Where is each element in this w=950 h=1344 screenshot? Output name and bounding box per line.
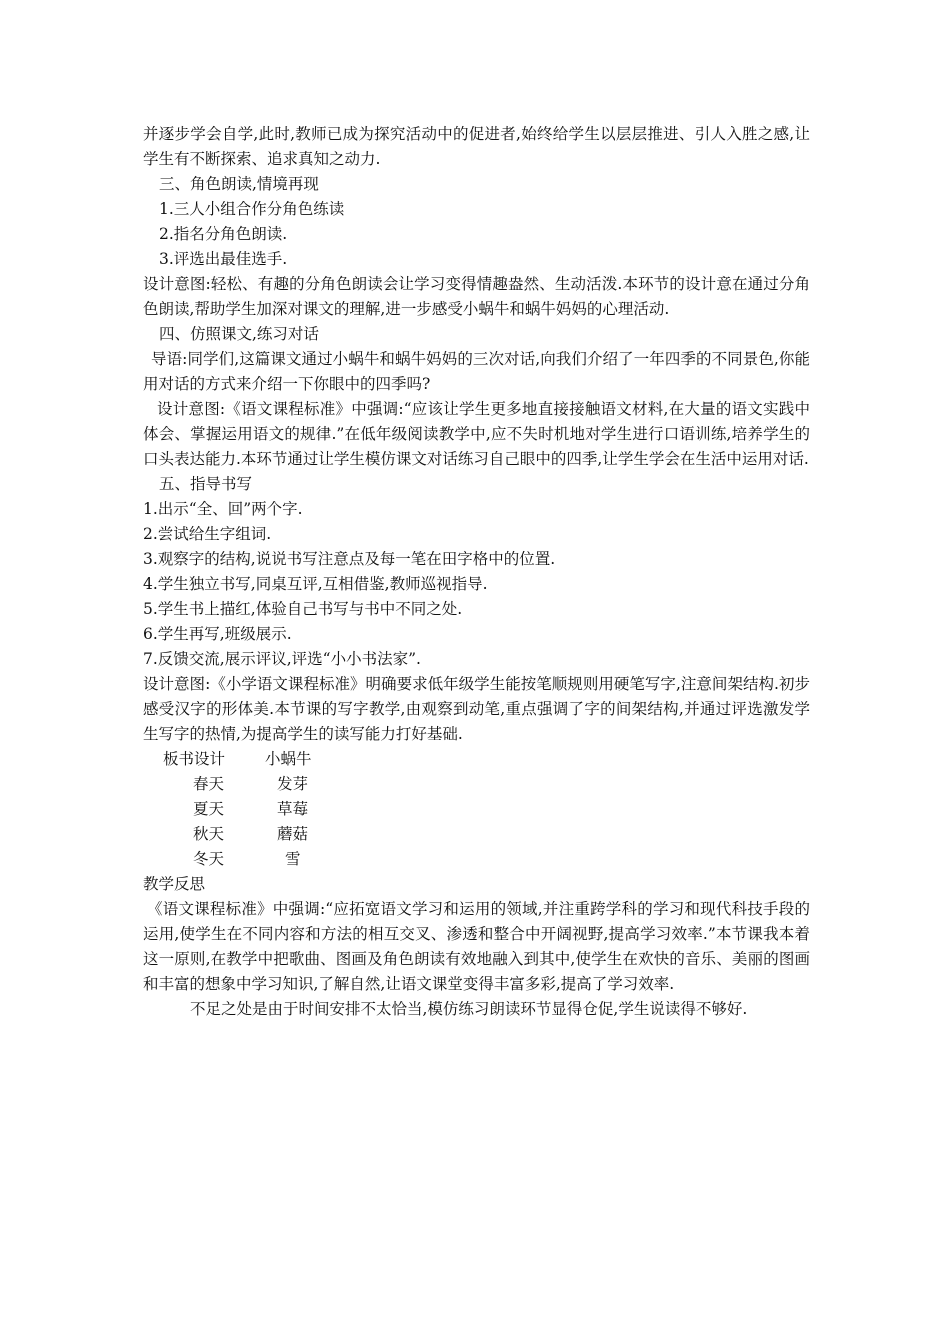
step-3-3: 3.评选出最佳选手. [159, 250, 288, 268]
board-season: 冬天 [193, 850, 225, 868]
board-design-label: 板书设计 [163, 750, 226, 768]
step-5-3: 3.观察字的结构,说说书写注意点及每一笔在田字格中的位置. [143, 550, 556, 568]
board-season: 夏天 [193, 800, 225, 818]
document-body [143, 122, 810, 1022]
reflection-paragraph-1: 《语文课程标准》中强调:“应拓宽语文学习和运用的领域,并注重跨学科的学习和现代科技手段的运用,使学生在不同内容和方法的相互交叉、渗透和整合中开阔视野,提高学习效率.”本节课我本着这一原则,在教学中把歌曲、图画及角色朗读有效地融入到其中,使学生在欢快的音乐、美丽的图画和丰富的想象中学习知识,了解自然,让语文课堂变得丰富多彩,提高了学习效率. [143, 900, 810, 993]
step-5-4: 4.学生独立书写,同桌互评,互相借鉴,教师巡视指导. [143, 575, 488, 593]
board-row [143, 822, 810, 847]
board-item: 蘑菇 [277, 825, 309, 843]
board-design-title: 小蜗牛 [265, 750, 312, 768]
step-5-7: 7.反馈交流,展示评议,评选“小小书法家”. [143, 650, 421, 668]
board-season: 春天 [193, 775, 225, 793]
design-intent-5: 设计意图:《小学语文课程标准》明确要求低年级学生能按笔顺规则用硬笔写字,注意间架结构.初步感受汉字的形体美.本节课的写字教学,由观察到动笔,重点强调了字的间架结构,并通过评选激发学生写字的热情,为提高学生的读写能力打好基础. [143, 675, 810, 743]
reflection-title: 教学反思 [143, 875, 206, 893]
board-season: 秋天 [193, 825, 225, 843]
design-intent-4: 设计意图:《语文课程标准》中强调:“应该让学生更多地直接接触语文材料,在大量的语文实践中体会、掌握运用语文的规律.”在低年级阅读教学中,应不失时机地对学生进行口语训练,培养学生的口头表达能力.本环节通过让学生模仿课文对话练习自己眼中的四季,让学生学会在生活中运用对话. [143, 400, 810, 468]
section-heading-3: 三、角色朗读,情境再现 [159, 175, 319, 193]
step-5-1: 1.出示“全、回”两个字. [143, 500, 303, 518]
board-row [143, 772, 810, 797]
step-5-2: 2.尝试给生字组词. [143, 525, 272, 543]
board-item: 雪 [285, 850, 301, 868]
section-heading-5: 五、指导书写 [159, 475, 253, 493]
reflection-paragraph-2: 不足之处是由于时间安排不太恰当,模仿练习朗读环节显得仓促,学生说读得不够好. [190, 1000, 748, 1018]
paragraph-intro: 并逐步学会自学,此时,教师已成为探究活动中的促进者,始终给学生以层层推进、引人入胜之感,让学生有不断探索、追求真知之动力. [143, 125, 810, 168]
board-row [143, 847, 810, 872]
design-intent-3: 设计意图:轻松、有趣的分角色朗读会让学习变得情趣盎然、生动活泼.本环节的设计意在通过分角色朗读,帮助学生加深对课文的理解,进一步感受小蜗牛和蜗牛妈妈的心理活动. [143, 275, 810, 318]
step-5-5: 5.学生书上描红,体验自己书写与书中不同之处. [143, 600, 463, 618]
section-heading-4: 四、仿照课文,练习对话 [159, 325, 319, 343]
board-item: 草莓 [277, 800, 309, 818]
board-row [143, 797, 810, 822]
step-3-1: 1.三人小组合作分角色练读 [159, 200, 345, 218]
board-design-header [143, 747, 810, 772]
step-3-2: 2.指名分角色朗读. [159, 225, 288, 243]
guide-4: 导语:同学们,这篇课文通过小蜗牛和蜗牛妈妈的三次对话,向我们介绍了一年四季的不同景色,你能用对话的方式来介绍一下你眼中的四季吗? [143, 350, 810, 393]
board-item: 发芽 [277, 775, 309, 793]
step-5-6: 6.学生再写,班级展示. [143, 625, 292, 643]
